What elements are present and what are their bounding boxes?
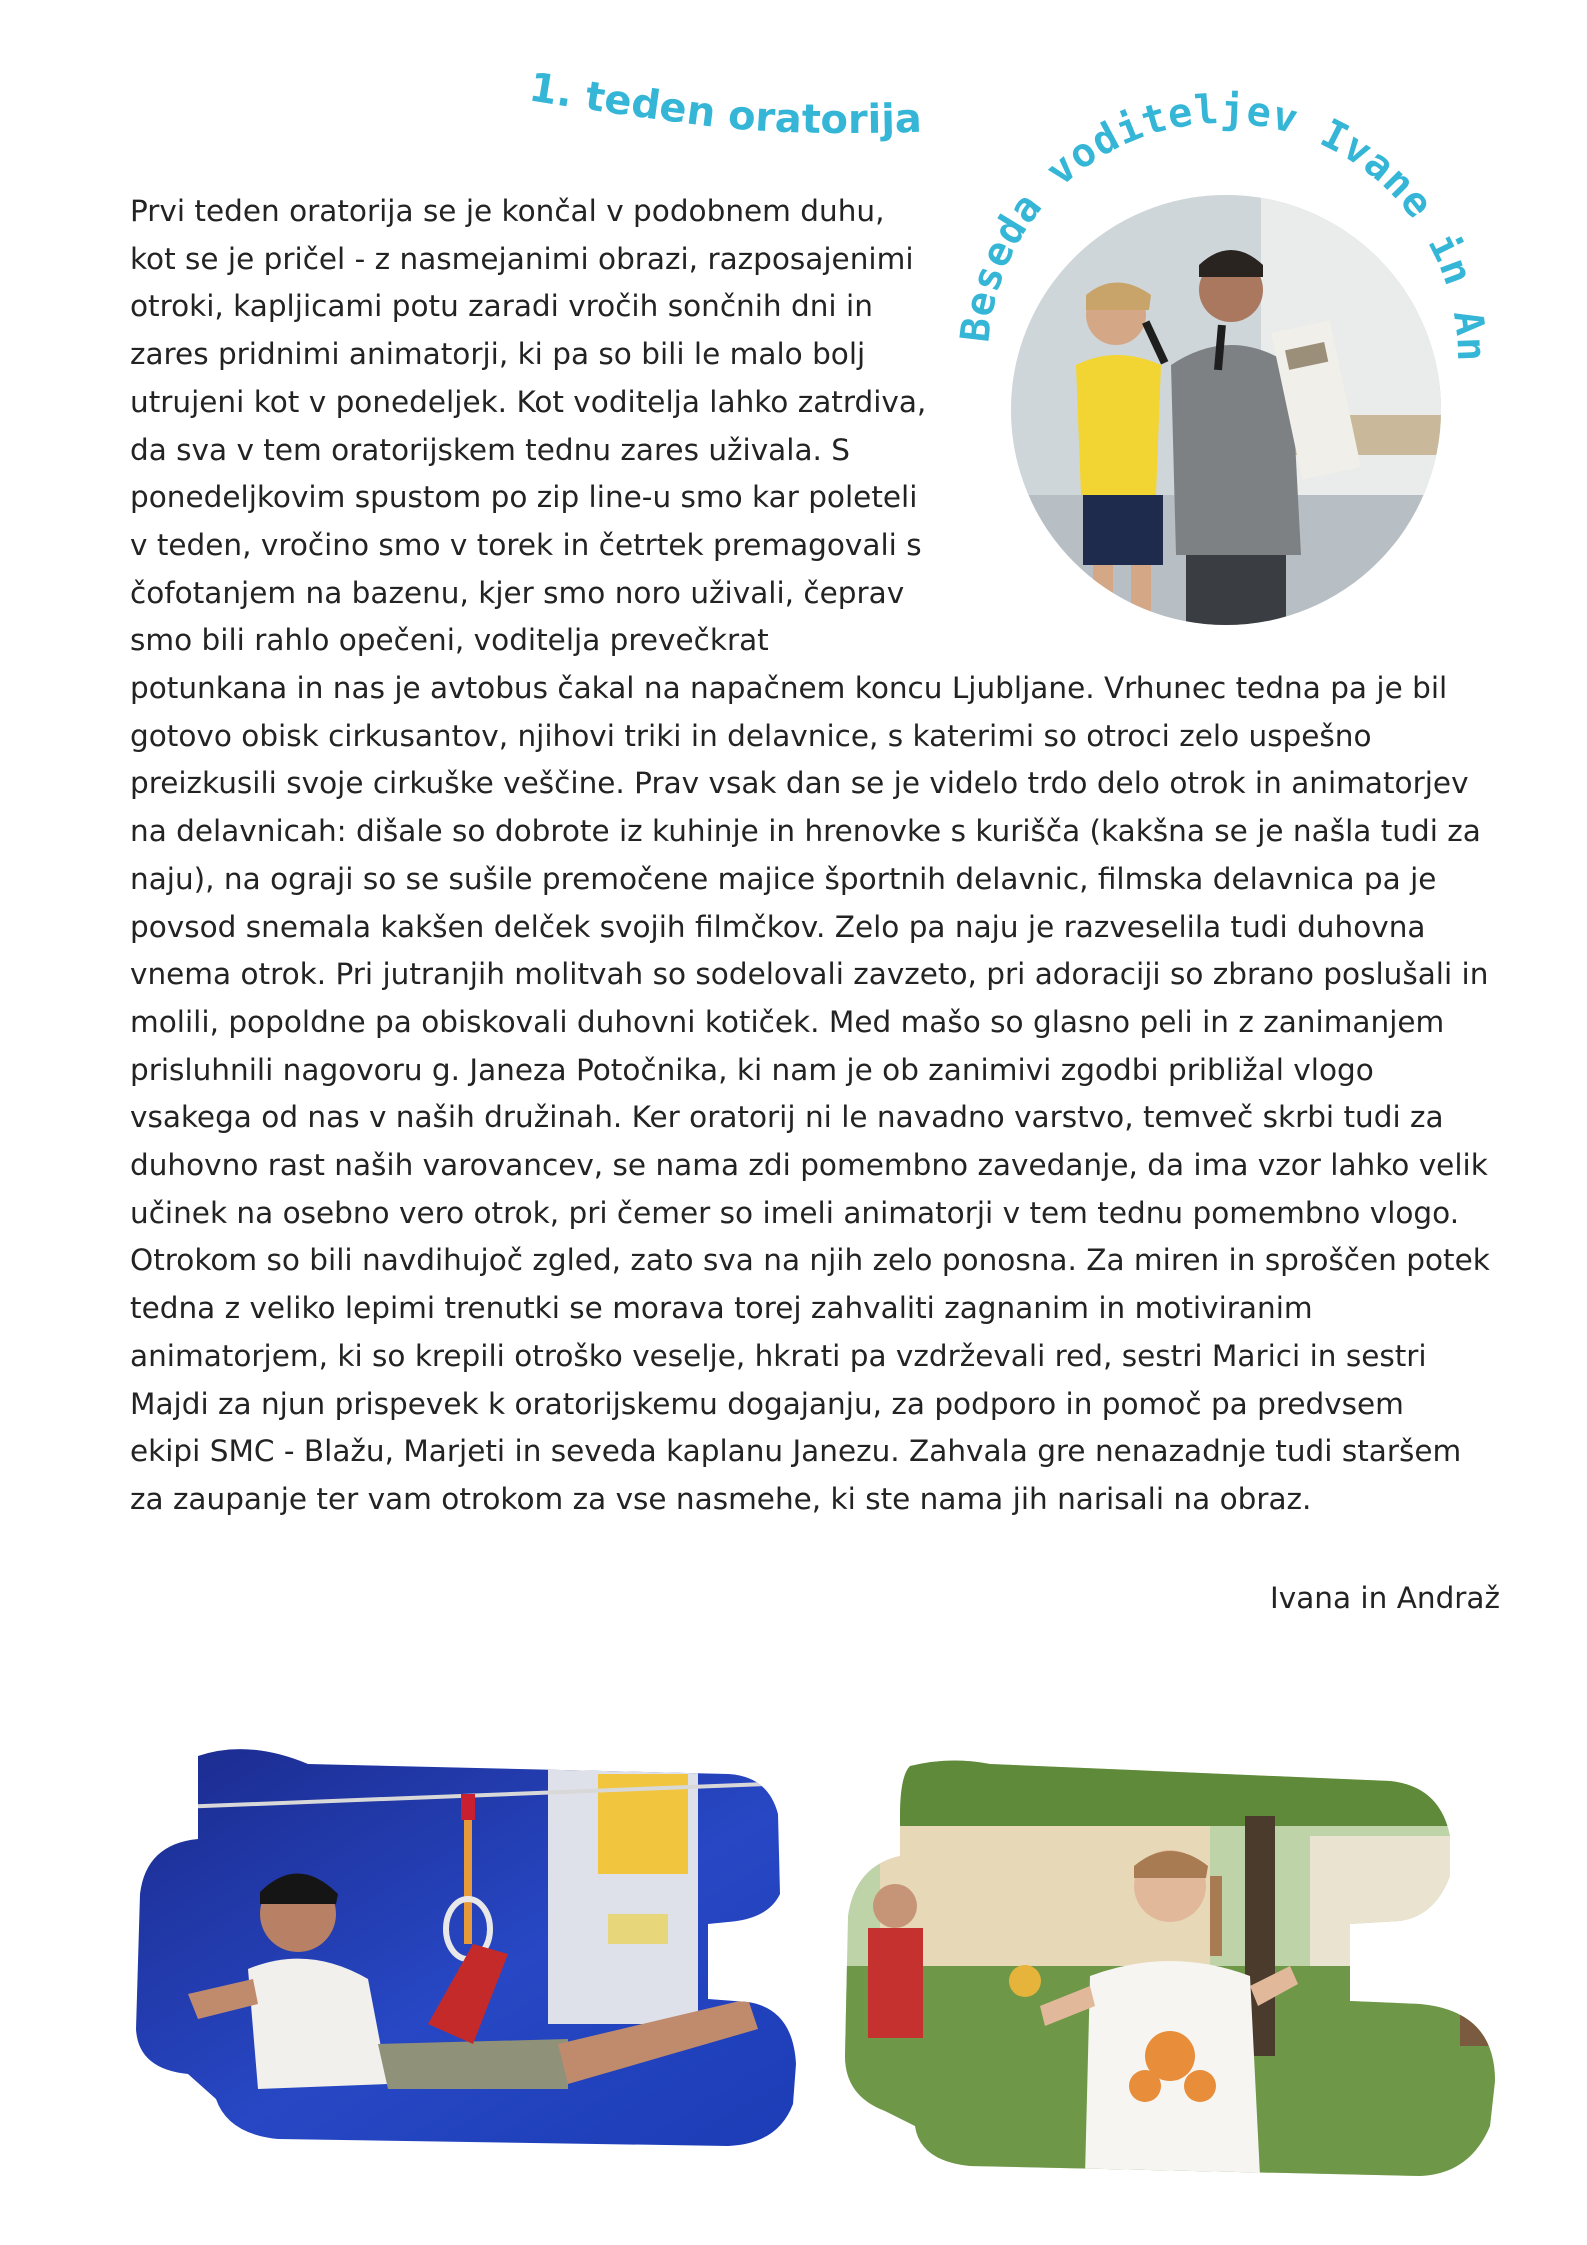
- article-line: na delavnicah: dišale so dobrote iz kuhinje in hrenovke s kurišča (kakšna se je našla tudi za: [130, 814, 1481, 849]
- article-line: tedna z veliko lepimi trenutki se morava torej zahvaliti zagnanim in motiviranim: [130, 1291, 1313, 1326]
- article-line: animatorjem, ki so krepili otroško veselje, hkrati pa vzdrževali red, sestri Marici in sestri: [130, 1338, 1427, 1373]
- juggling-photo: [840, 1756, 1504, 2178]
- arc-heading-text: Beseda voditeljev Ivane in Andraža: [927, 44, 1495, 363]
- article-line: molili, popoldne pa obiskovali duhovni kotiček. Med mašo so glasno peli in z zanimanjem: [130, 1004, 1445, 1039]
- article-body-text: [130, 665, 1510, 1524]
- article-line: da sva v tem oratorijskem tednu zares uživala. S: [130, 432, 850, 467]
- article-line: vnema otrok. Pri jutranjih molitvah so sodelovali zavzeto, pri adoraciji so zbrano poslušali in: [130, 957, 1489, 992]
- article-line: kot se je pričel - z nasmejanimi obrazi, razposajenimi: [130, 241, 914, 276]
- article-line: vsakega od nas v naših družinah. Ker oratorij ni le navadno varstvo, temveč skrbi tudi za: [130, 1100, 1444, 1135]
- article-intro-text: [130, 188, 940, 665]
- zipline-photo: [128, 1744, 818, 2149]
- article-line: učinek na osebno vero otrok, pri čemer so imeli animatorji v tem tednu pomembno vlogo.: [130, 1195, 1460, 1230]
- article-line: potunkana in nas je avtobus čakal na napačnem koncu Ljubljane. Vrhunec tedna pa je bil: [130, 671, 1448, 705]
- article-line: preizkusili svoje cirkuške veščine. Prav vsak dan se je videlo trdo delo otrok in animatorjev: [130, 766, 1469, 801]
- article-line: Prvi teden oratorija se je končal v podobnem duhu,: [130, 194, 885, 228]
- article-line: gotovo obisk cirkusantov, njihovi triki in delavnice, s katerimi so otroci zelo uspešno: [130, 718, 1372, 753]
- article-line: ponedeljkovim spustom po zip line-u smo kar poleteli: [130, 480, 918, 515]
- article-line: prisluhnili nagovoru g. Janeza Potočnika, ki nam je ob zanimivi zgodbi približal vlogo: [130, 1052, 1374, 1087]
- article-line: duhovno rast naših varovancev, se nama zdi pomembno zavedanje, da ima vzor lahko velik: [130, 1148, 1488, 1183]
- page-title-text: 1. teden oratorija: [525, 64, 923, 144]
- article-line: zares pridnimi animatorji, ki pa so bili le malo bolj: [130, 337, 866, 372]
- article-line: Majdi za njun prispevek k oratorijskemu dogajanju, za podporo in pomoč pa predvsem: [130, 1386, 1404, 1421]
- article-line: ekipi SMC - Blažu, Marjeti in seveda kaplanu Janezu. Zahvala gre nenazadnje tudi staršem: [130, 1434, 1462, 1469]
- signature: Ivana in Andraž: [1270, 1581, 1500, 1615]
- article-line: Otrokom so bili navdihujoč zgled, zato sva na njih zelo ponosna. Za miren in sproščen potek: [130, 1243, 1490, 1278]
- leaders-portrait-photo: [1011, 195, 1441, 625]
- article-line: v teden, vročino smo v torek in četrtek premagovali s: [130, 527, 922, 562]
- article-line: naju), na ograji so se sušile premočene majice športnih delavnic, filmska delavnica pa je: [130, 861, 1437, 896]
- article-line: smo bili rahlo opečeni, voditelja prevečkrat: [130, 623, 769, 658]
- article-line: povsod snemala kakšen delček svojih filmčkov. Zelo pa naju je razveselila tudi duhovna: [130, 909, 1426, 944]
- article-line: otroki, kapljicami potu zaradi vročih sončnih dni in: [130, 289, 873, 324]
- article-line: čofotanjem na bazenu, kjer smo noro uživali, čeprav: [130, 575, 905, 610]
- article-line: za zaupanje ter vam otrokom za vse nasmehe, ki ste nama jih narisali na obraz.: [130, 1481, 1312, 1516]
- article-line: utrujeni kot v ponedeljek. Kot voditelja lahko zatrdiva,: [130, 384, 927, 419]
